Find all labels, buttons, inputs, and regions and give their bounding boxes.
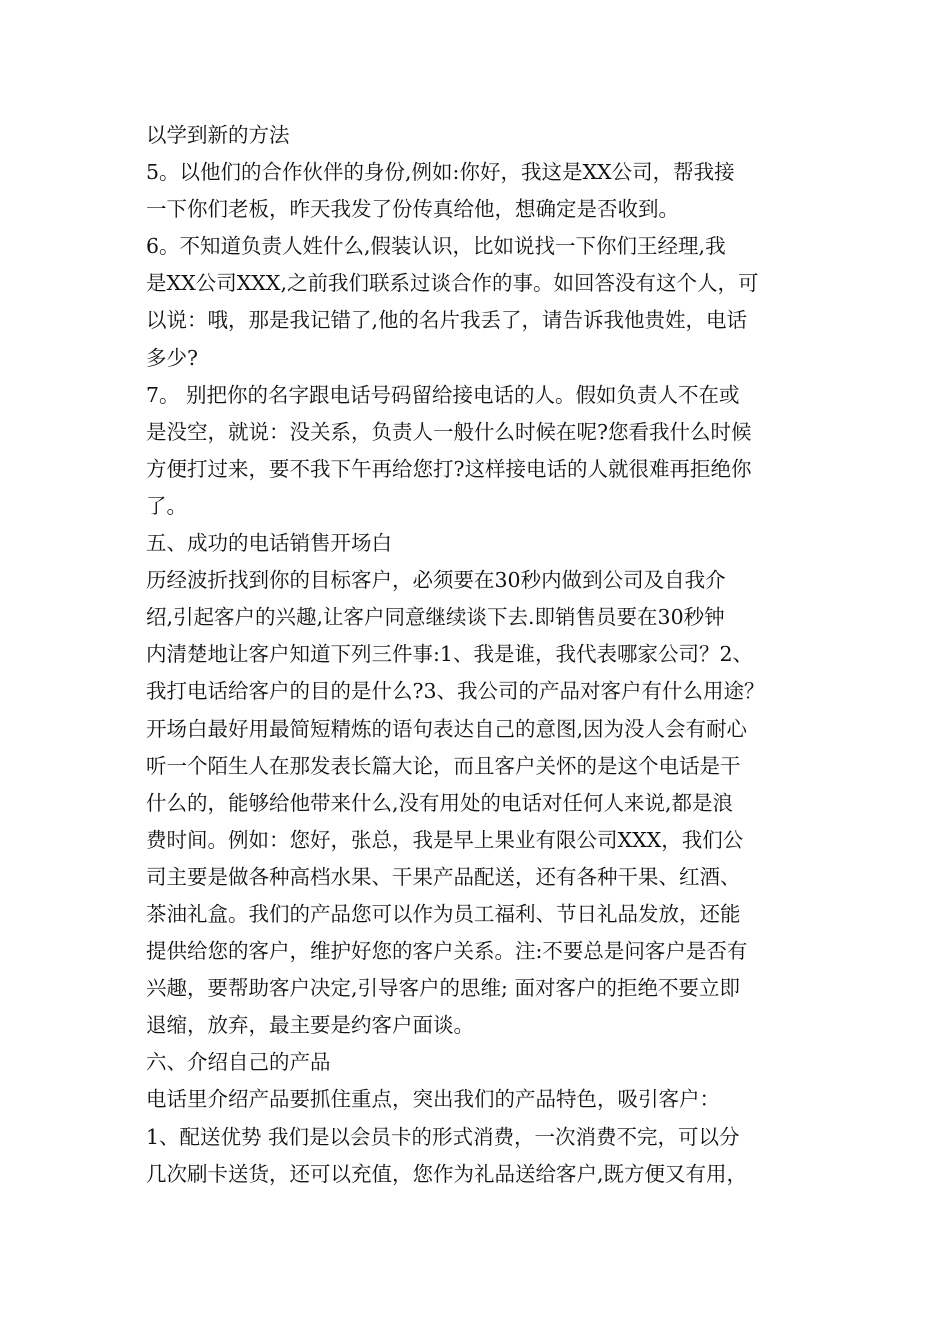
document-body (146, 117, 836, 1193)
text-line: 方便打过来，要不我下午再给您打?这样接电话的人就很难再拒绝你 (146, 456, 752, 481)
text-line: 司主要是做各种高档水果、干果产品配送，还有各种干果、红酒、 (146, 864, 741, 889)
text-line: 是XX公司XXX,之前我们联系过谈合作的事。如回答没有这个人，可 (146, 271, 759, 296)
text-line: 费时间。例如：您好，张总，我是早上果业有限公司XXX，我们公 (146, 827, 744, 852)
text-line: 绍,引起客户的兴趣,让客户同意继续谈下去.即销售员要在30秒钟 (146, 605, 725, 630)
text-line: 退缩，放弃，最主要是约客户面谈。 (146, 1013, 474, 1038)
text-line: 我打电话给客户的目的是什么?3、我公司的产品对客户有什么用途？ (146, 679, 765, 704)
text-line: 茶油礼盒。我们的产品您可以作为员工福利、节日礼品发放，还能 (146, 901, 741, 926)
text-line: 6。不知道负责人姓什么,假装认识，比如说找一下你们王经理,我 (146, 234, 726, 259)
text-line: 是没空，就说：没关系，负责人一般什么时候在呢?您看我什么时候 (146, 419, 752, 444)
text-line: 一下你们老板，昨天我发了份传真给他，想确定是否收到。 (146, 197, 679, 222)
text-line: 听一个陌生人在那发表长篇大论，而且客户关怀的是这个电话是干 (146, 753, 741, 778)
text-line: 了。 (146, 493, 187, 518)
text-line: 5。以他们的合作伙伴的身份,例如:你好，我这是XX公司，帮我接 (146, 160, 735, 185)
section-heading: 五、成功的电话销售开场白 (146, 531, 392, 556)
text-line: 以说：哦，那是我记错了,他的名片我丢了，请告诉我他贵姓，电话 (146, 308, 748, 333)
text-line: 电话里介绍产品要抓住重点，突出我们的产品特色，吸引客户： (146, 1087, 720, 1112)
text-line: 提供给您的客户，维护好您的客户关系。注:不要总是问客户是否有 (146, 939, 748, 964)
text-line: 1、配送优势 我们是以会员卡的形式消费，一次消费不完，可以分 (146, 1124, 740, 1149)
text-line: 多少? (146, 345, 198, 370)
text-line: 7。 别把你的名字跟电话号码留给接电话的人。假如负责人不在或 (146, 382, 740, 407)
section-heading: 六、介绍自己的产品 (146, 1050, 331, 1075)
text-line: 内清楚地让客户知道下列三件事:1、我是谁，我代表哪家公司？2、 (146, 642, 753, 667)
text-line: 开场白最好用最简短精炼的语句表达自己的意图,因为没人会有耐心 (146, 716, 748, 741)
text-line: 什么的，能够给他带来什么,没有用处的电话对任何人来说,都是浪 (146, 790, 734, 815)
text-line: 以学到新的方法 (146, 123, 290, 147)
text-line: 兴趣，要帮助客户决定,引导客户的思维; 面对客户的拒绝不要立即 (146, 976, 740, 1001)
text-line: 几次刷卡送货，还可以充值，您作为礼品送给客户,既方便又有用， (146, 1161, 748, 1186)
text-line: 历经波折找到你的目标客户，必须要在30秒内做到公司及自我介 (146, 568, 726, 593)
